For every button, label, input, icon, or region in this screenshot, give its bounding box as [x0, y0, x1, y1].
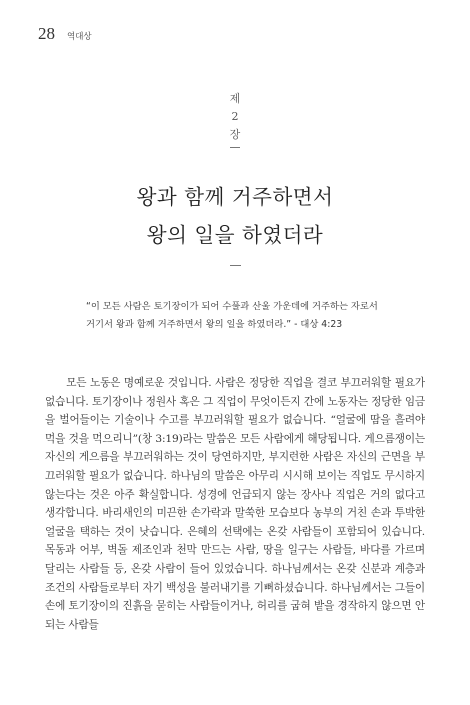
chapter-label-top: 제	[229, 92, 241, 105]
page-number: 28	[38, 24, 55, 43]
title-line-1: 왕과 함께 거주하면서	[136, 185, 334, 209]
chapter-heading	[0, 90, 470, 148]
chapter-number: 2	[231, 110, 239, 123]
body-paragraph: 모든 노동은 명예로운 것입니다. 사람은 정당한 직업을 결코 부끄러워할 필요가 없습니다. 토기장이나 정원사 혹은 그 직업이 무엇이든지 간에 노동자는 정당한 임금을 벌어들이는 기술이나 수고를 부끄러워할 필요가 없습니다. “얼굴에 땀을 흘려야 먹을 것을 먹으리니”(창 3:19)라는 말씀은 모든 사람에게 해당됩니다. 게으름쟁이는 자신의 게으름을 부끄러워하는 것이 당연하지만, 부지런한 사람은 자신의 근면을 부끄러워할 필요가 없습니다. 하나님의 말씀은 아무리 시시해 보이는 직업도 무시하지 않는다는 것은 아주 확실합니다. 성경에 언급되지 않는 장사나 직업은 거의 없다고 생각합니다. 바리새인의 미끈한 손가락과 말쑥한 모습보다 농부의 거친 손과 투박한 얼굴을 택하는 것이 낫습니다. 은혜의 선택에는 온갖 사람들이 포함되어 있습니다. 목동과 어부, 벽돌 제조인과 천막 만드는 사람, 땅을 일구는 사람들, 바다를 가르며 달리는 사람들 등, 온갖 사람이 들어 있었습니다. 하나님께서는 온갖 신분과 계층과 조건의 사람들로부터 자기 백성을 불러내기를 기뻐하셨습니다. 하나님께서는 그들이 손에 토기장이의 진흙을 묻히는 사람들이거나, 허리를 굽혀 밭을 경작하지 않으면 안 되는 사람들	[45, 377, 425, 631]
body-text	[45, 374, 425, 634]
epigraph-quote: “이 모든 사람은 토기장이가 되어 수풀과 산울 가운데에 거주하는 자로서 거기서 왕과 함께 거주하면서 왕의 일을 하였더라.” - 대상 4:23	[86, 301, 378, 330]
title-line-2: 왕의 일을 하였더라	[146, 223, 324, 247]
page-header	[38, 24, 92, 44]
title-divider	[230, 265, 241, 266]
running-title: 역대상	[67, 32, 92, 42]
chapter-title	[0, 178, 470, 254]
chapter-divider	[230, 147, 240, 148]
chapter-label-bottom: 장	[229, 128, 241, 141]
